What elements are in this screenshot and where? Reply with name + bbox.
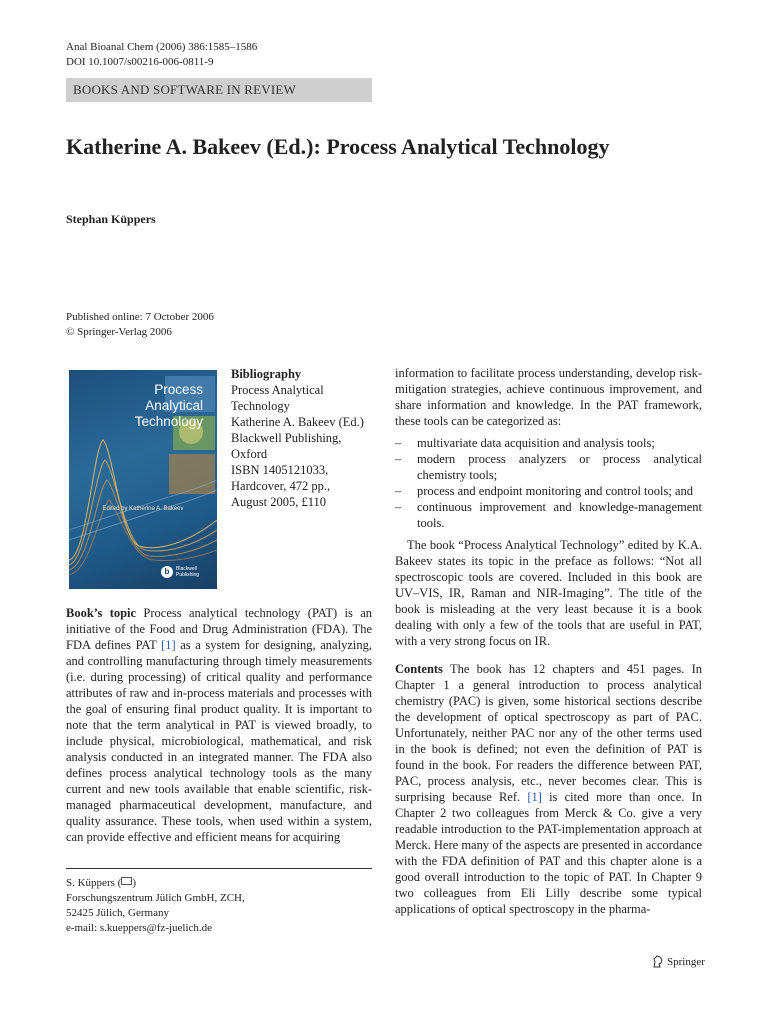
springer-logo: [652, 955, 705, 968]
right-column: [395, 365, 702, 917]
tool-category-list: [395, 435, 702, 531]
cover-title: [75, 382, 203, 430]
journal-header: [66, 40, 257, 70]
left-column: [66, 605, 372, 845]
citation-link[interactable]: [1]: [527, 790, 542, 804]
bibliography-line: Hardcover, 472 pp.,: [231, 479, 331, 493]
bibliography-line: Technology: [231, 399, 290, 413]
footnote-email[interactable]: e-mail: s.kueppers@fz-juelich.de: [66, 922, 213, 934]
footnote-name-line: S. Küppers ( ): [66, 877, 136, 889]
paragraph-text: The book has 12 chapters and 451 pages. In Chapter 1 a general introduction to process analytical chemistry (PAC) is given, some historical sections describe the development of optical spectroscopy as part of PAC. Unfortunately, neither PAC nor any of the other terms used in the book is defined; not even the definition of PAT is found in the book. For readers the difference between PAT, PAC, process analysis, etc., never becomes clear. This is surprising because Ref.: [395, 662, 702, 804]
footnote-line: 52425 Jülich, Germany: [66, 907, 169, 919]
paragraph-books-topic: [66, 605, 372, 845]
footnote-divider: [66, 868, 372, 869]
envelope-icon[interactable]: [121, 877, 132, 885]
list-item: – multivariate data acquisition and analysis tools;: [395, 435, 702, 451]
paragraph-text: as a system for designing, analyzing, and controlling manufacturing through timely measurements (i.e. during processing) of critical quality and performance attributes of raw and in-process materials and processes with the goal of ensuring final product quality. It is important to note that the term analytical in PAT is viewed broadly, to include physical, microbiological, mathematical, and risk analysis conducted in an integrated manner. The FDA also defines process analytical technology tools as the many current and new tools available that enable scientific, risk-managed pharmaceutical development, manufacture, and quality assurance. These tools, when used within a system, can provide effective and efficient means for acquiring: [66, 638, 372, 844]
book-cover-image: [69, 370, 217, 589]
paragraph-contents: [395, 661, 702, 917]
paragraph-lead: Contents: [395, 662, 443, 676]
paragraph-text: information to facilitate process understanding, develop risk-mitigation strategies, achieve continuous improvement, and share information and knowledge. In the PAT framework, these tools can be categorized as:: [395, 366, 702, 428]
paragraph-text: The book “Process Analytical Technology” edited by K.A. Bakeev states its topic in the preface as follows: “Not all spectroscopic tools are covered. Included in this book are UV–VIS, IR, Raman and NIR-Imaging”. The title of the book is misleading at the very least because it is a book dealing with only a few of the tools that are useful in PAT, with a very strong focus on IR.: [395, 538, 702, 648]
cover-title-line: Analytical: [145, 398, 203, 413]
footnote-author: S. Küppers: [66, 877, 115, 889]
bibliography-line: Blackwell Publishing,: [231, 431, 342, 445]
published-date: Published online: 7 October 2006: [66, 311, 214, 323]
bibliography-line: Katherine A. Bakeev (Ed.): [231, 415, 364, 429]
journal-citation: Anal Bioanal Chem (2006) 386:1585–1586: [66, 41, 258, 53]
blackwell-logo-icon: b: [161, 566, 173, 578]
springer-wordmark: Springer: [667, 955, 705, 968]
author-footnote: [66, 876, 245, 936]
copyright: © Springer-Verlag 2006: [66, 326, 172, 338]
footnote-line: Forschungszentrum Jülich GmbH, ZCH,: [66, 892, 245, 904]
bibliography-line: ISBN 1405121033,: [231, 463, 329, 477]
citation-link[interactable]: [1]: [161, 638, 176, 652]
author-name: Stephan Küppers: [66, 212, 156, 226]
bibliography-line: Oxford: [231, 447, 268, 461]
cover-title-line: Technology: [134, 414, 203, 429]
paragraph-text: is cited more than once. In Chapter 2 two colleagues from Merck & Co. give a very readable introduction to the PAT-implementation approach at Merck. Here many of the aspects are presented in accordance with the FDA definition of PAT and this chapter alone is a good overall introduction to the topic of PAT. In Chapter 9 two colleagues from Eli Lilly describe some typical applications of optical spectroscopy in the pharma-: [395, 790, 703, 916]
list-item: – continuous improvement and knowledge-management tools.: [395, 499, 702, 531]
list-item: – modern process analyzers or process analytical chemistry tools;: [395, 451, 702, 483]
cover-title-line: Process: [154, 382, 203, 397]
section-label: BOOKS AND SOFTWARE IN REVIEW: [66, 78, 372, 102]
bibliography-line: Process Analytical: [231, 383, 324, 397]
paragraph-lead: Book’s topic: [66, 606, 137, 620]
paragraph-text: Process analytical technology (PAT) is an initiative of the Food and Drug Administration (FDA). The FDA defines PAT: [66, 606, 373, 652]
bibliography-line: August 2005, £110: [231, 495, 327, 509]
doi: DOI 10.1007/s00216-006-0811-9: [66, 56, 214, 68]
list-item: – process and endpoint monitoring and control tools; and: [395, 483, 702, 499]
cover-publisher: [161, 566, 212, 578]
publication-info: [66, 310, 214, 340]
bibliography-label: Bibliography: [231, 367, 302, 381]
bibliography: [231, 366, 364, 510]
article-title: Katherine A. Bakeev (Ed.): Process Analytical Technology: [66, 134, 610, 159]
cover-editor: Edited by Katherine A. Bakeev: [102, 506, 184, 512]
springer-horse-icon: [652, 955, 664, 968]
cover-publisher-name: Blackwell Publishing: [176, 566, 200, 578]
